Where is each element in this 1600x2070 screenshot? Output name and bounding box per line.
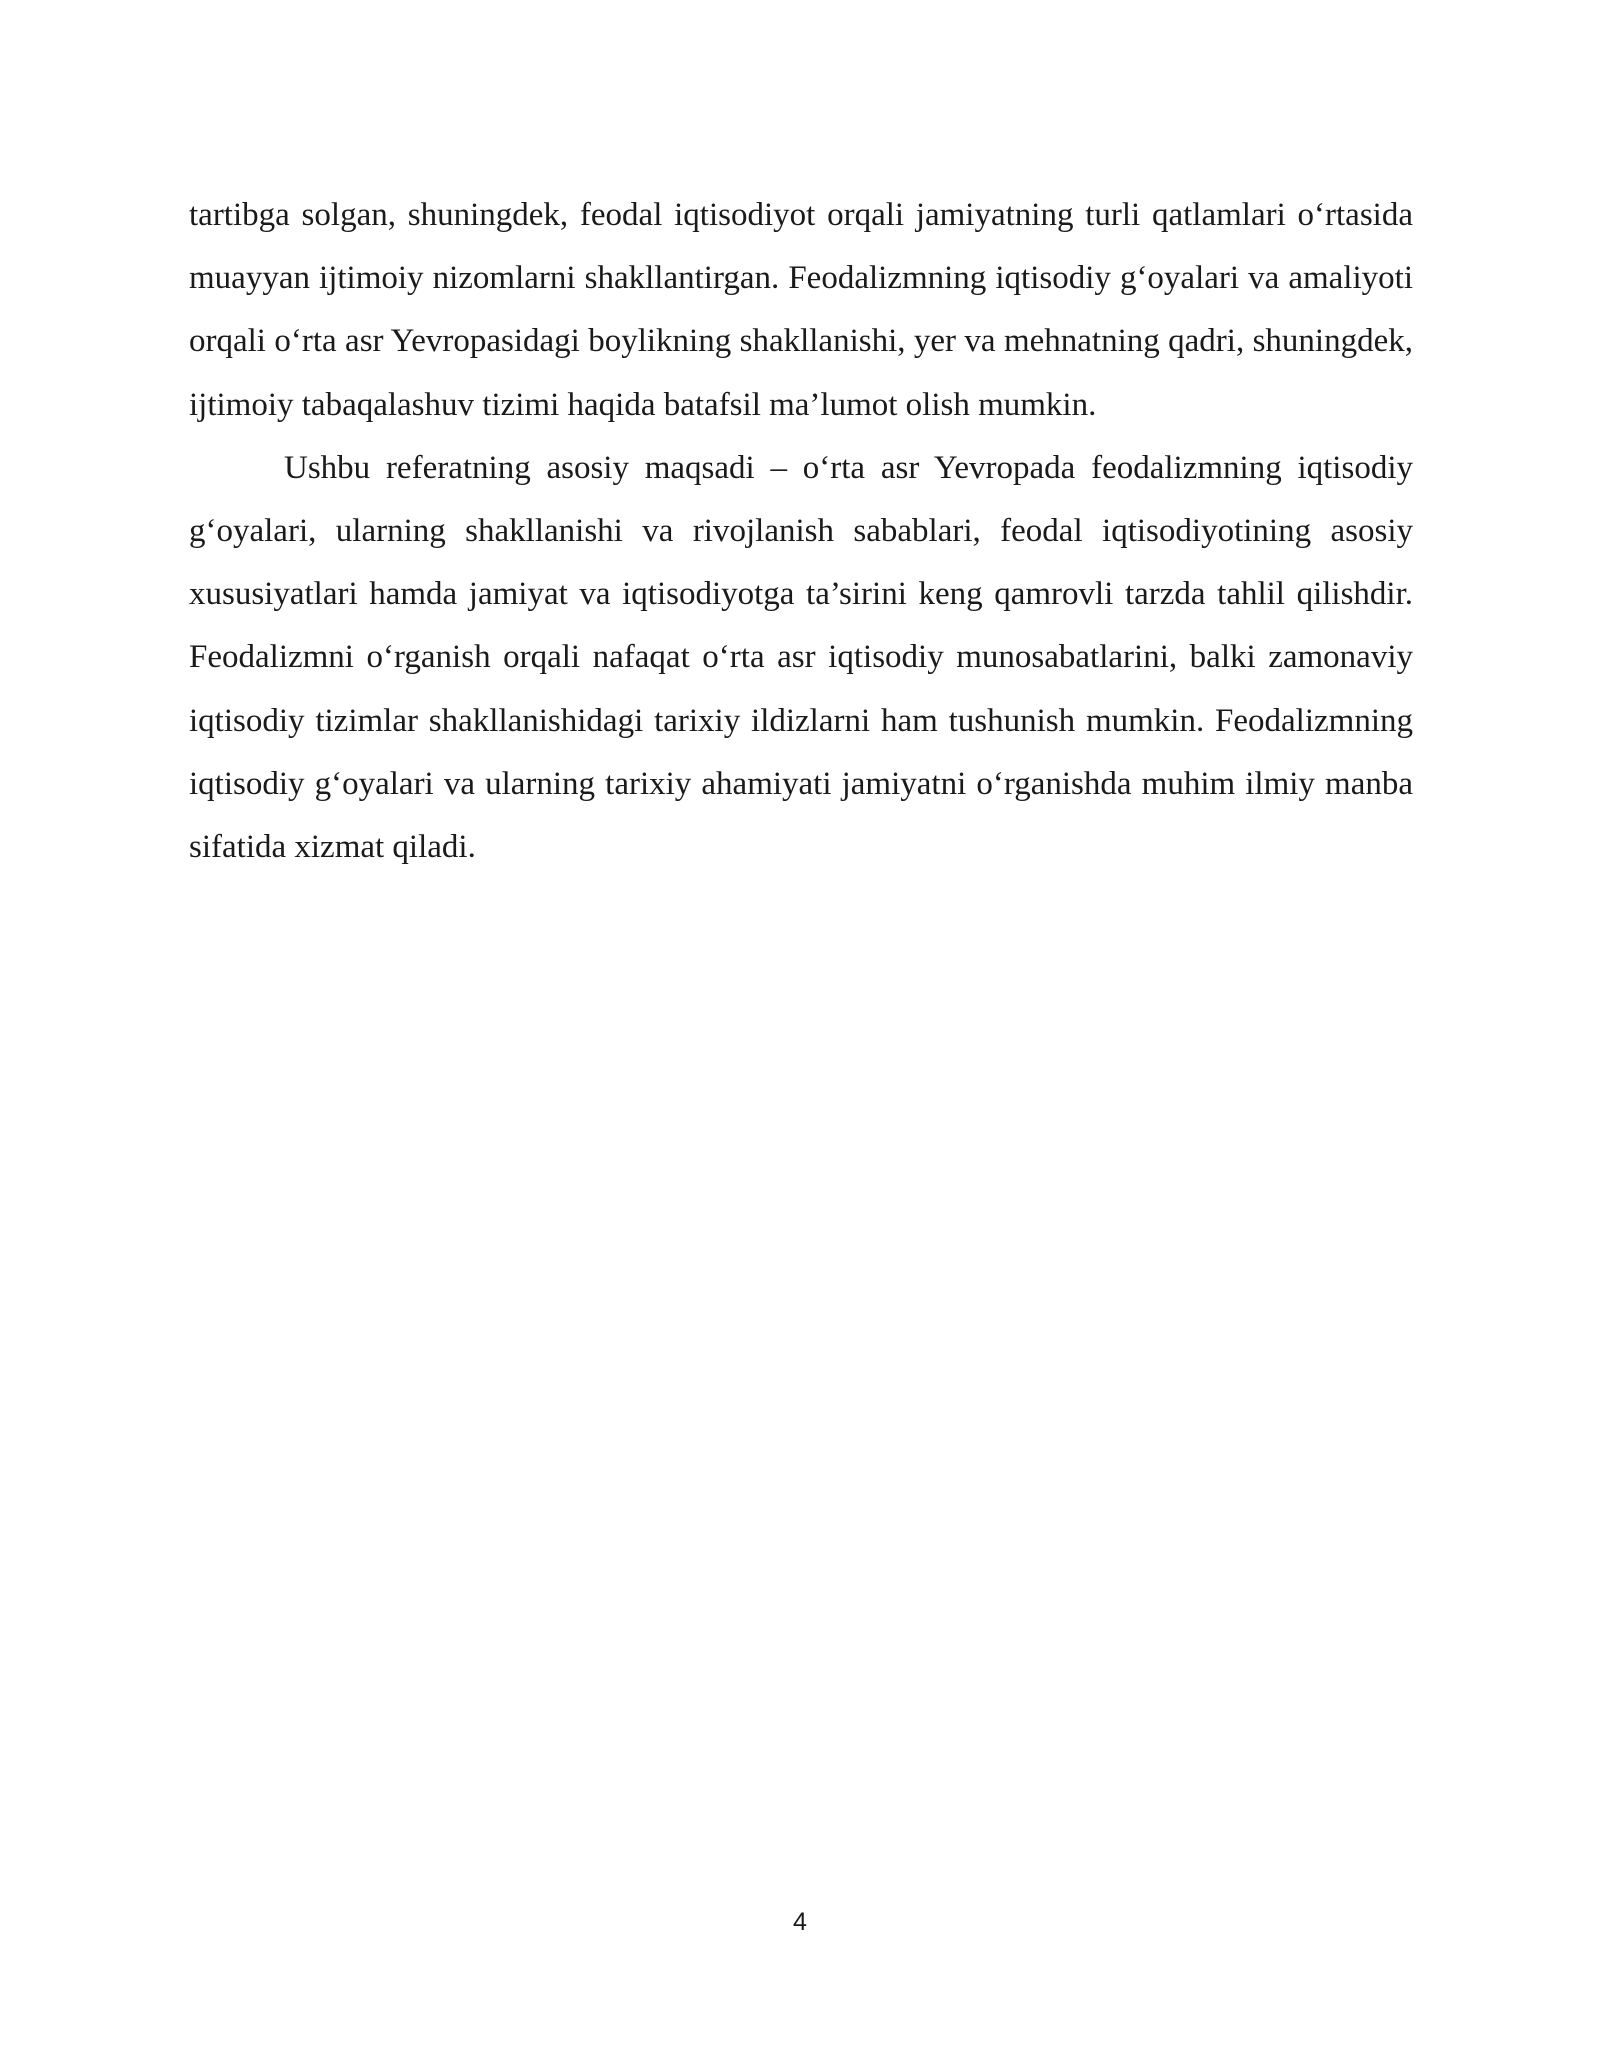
body-text [189,184,1413,879]
paragraph-purpose: Ushbu referatning asosiy maqsadi – oʻrta asr Yevropada feodalizmning iqtisodiy gʻoyalari, ularning shakllanishi va rivojlanish sabablari, feodal iqtisodiyotining asosiy xususiyatlari hamda jamiyat va iqtisodiyotga ta’sirini keng qamrovli tarzda tahlil qilishdir. Feodalizmni oʻrganish orqali nafaqat oʻrta asr iqtisodiy munosabatlarini, balki zamonaviy iqtisodiy tizimlar shakllanishidagi tarixiy ildizlarni ham tushunish mumkin. Feodalizmning iqtisodiy gʻoyalari va ularning tarixiy ahamiyati jamiyatni oʻrganishda muhim ilmiy manba sifatida xizmat qiladi. [189,449,1413,866]
paragraph-continuation: tartibga solgan, shuningdek, feodal iqtisodiyot orqali jamiyatning turli qatlamlari oʻrtasida muayyan ijtimoiy nizomlarni shakllantirgan. Feodalizmning iqtisodiy gʻoyalari va amaliyoti orqali oʻrta asr Yevropasidagi boylikning shakllanishi, yer va mehnatning qadri, shuningdek, ijtimoiy tabaqalashuv tizimi haqida batafsil ma’lumot olish mumkin. [189,197,1413,423]
page-number: 4 [793,1908,807,1936]
